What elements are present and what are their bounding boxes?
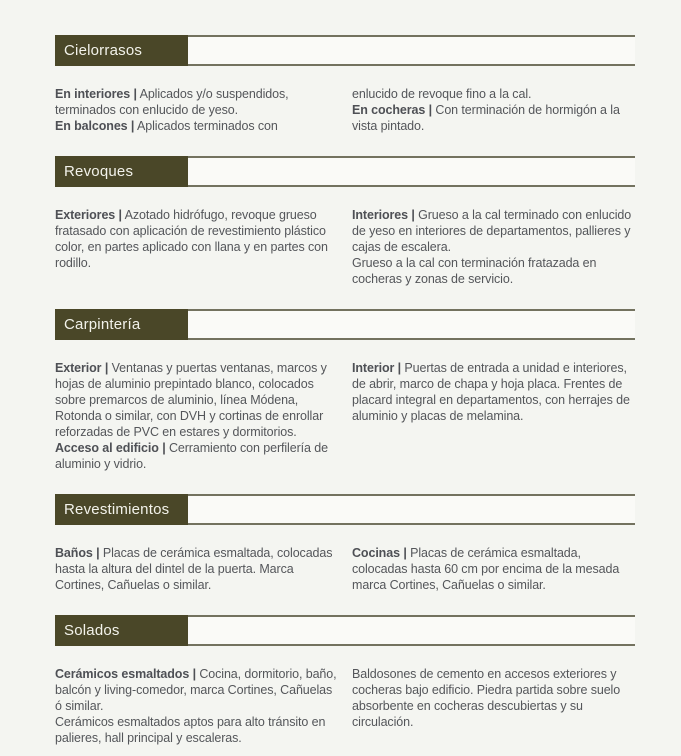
spec-item xyxy=(352,86,635,102)
section-header xyxy=(55,35,635,66)
spec-item-text: Puertas de entrada a unidad e interiores, de abrir, marco de chapa y hoja placa. Frentes de placard integral en departamentos, con herrajes de aluminio y placas de melamina. xyxy=(352,361,630,423)
spec-item-label: Cocinas xyxy=(352,546,400,560)
section-column-right xyxy=(352,207,635,287)
section-column-right xyxy=(352,545,635,593)
spec-item xyxy=(55,440,338,472)
section-column-left xyxy=(55,207,338,287)
spec-item-text: Baldosones de cemento en accesos exteriores y cocheras bajo edificio. Piedra partida sobre suelo absorbente en cocheras descubiertas y su circulación. xyxy=(352,667,621,729)
label-separator: | xyxy=(428,103,433,117)
label-separator: | xyxy=(133,87,137,101)
section-body xyxy=(55,646,635,746)
spec-section xyxy=(55,309,635,472)
spec-section xyxy=(55,615,635,746)
spec-section xyxy=(55,35,635,134)
label-separator: | xyxy=(162,441,166,455)
section-header xyxy=(55,156,635,187)
section-body xyxy=(55,340,635,472)
spec-item-text: enlucido de revoque fino a la cal. xyxy=(352,87,532,101)
section-column-left xyxy=(55,360,338,472)
spec-item-text: Ventanas y puertas ventanas, marcos y hojas de aluminio prepintado blanco, colocados sobre premarcos de aluminio, línea Módena, Rotonda o similar, con DVH y cortinas de enrollar reforzadas de PVC en estares y dormitorios. xyxy=(55,361,327,439)
label-separator: | xyxy=(118,208,122,222)
section-header xyxy=(55,494,635,525)
section-title: Revoques xyxy=(64,163,134,180)
spec-item-label: Baños xyxy=(55,546,93,560)
spec-item xyxy=(352,255,635,287)
spec-item xyxy=(55,86,338,118)
spec-item-label: Cerámicos esmaltados xyxy=(55,667,190,681)
spec-item xyxy=(55,714,338,746)
section-column-left xyxy=(55,666,338,746)
spec-item-text: Grueso a la cal terminado con enlucido de yeso en interiores de departamentos, pallieres y cajas de escalera. xyxy=(352,208,632,254)
spec-item-text: Cerámicos esmaltados aptos para alto tránsito en palieres, hall principal y escaleras. xyxy=(55,715,326,745)
section-column-right xyxy=(352,86,635,134)
section-body xyxy=(55,187,635,287)
section-tab xyxy=(55,309,188,340)
spec-item-text: Cerramiento con perfilería de aluminio y vidrio. xyxy=(55,441,328,471)
section-title: Cielorrasos xyxy=(64,42,143,59)
section-tab xyxy=(55,35,188,66)
section-tab xyxy=(55,615,188,646)
spec-item-text: Grueso a la cal con terminación fratazada en cocheras y zonas de servicio. xyxy=(352,256,597,286)
spec-item-label: Exteriores xyxy=(55,208,116,222)
label-separator: | xyxy=(104,361,109,375)
section-title: Carpintería xyxy=(64,316,141,333)
section-column-right xyxy=(352,360,635,472)
section-body xyxy=(55,66,635,134)
spec-item-text: Aplicados terminados con xyxy=(137,119,278,133)
label-separator: | xyxy=(130,119,135,133)
spec-item-text: Cocina, dormitorio, baño, balcón y living-comedor, marca Cortines, Cañuelas ó similar. xyxy=(55,667,337,713)
section-title: Solados xyxy=(64,622,120,639)
section-header xyxy=(55,309,635,340)
spec-item xyxy=(55,207,338,271)
section-tab xyxy=(55,156,188,187)
spec-item-label: Interior xyxy=(352,361,395,375)
label-separator: | xyxy=(397,361,402,375)
spec-section xyxy=(55,156,635,287)
spec-item xyxy=(55,545,338,593)
spec-item xyxy=(352,102,635,134)
spec-item-text: Placas de cerámica esmaltada, colocadas hasta 60 cm por encima de la mesada marca Cortines, Cañuelas o similar. xyxy=(352,546,620,592)
label-separator: | xyxy=(403,546,407,560)
spec-item-label: En interiores xyxy=(55,87,131,101)
spec-item xyxy=(55,666,338,714)
spec-item-text: Placas de cerámica esmaltada, colocadas hasta la altura del dintel de la puerta. Marca Cortines, Cañuelas o similar. xyxy=(55,546,333,592)
spec-item-label: Interiores xyxy=(352,208,408,222)
spec-item-label: En cocheras xyxy=(352,103,426,117)
section-body xyxy=(55,525,635,593)
spec-item xyxy=(55,360,338,440)
section-column-left xyxy=(55,86,338,134)
spec-item xyxy=(352,666,635,730)
section-tab xyxy=(55,494,188,525)
section-title: Revestimientos xyxy=(64,501,170,518)
spec-item xyxy=(55,118,338,134)
section-column-left xyxy=(55,545,338,593)
label-separator: | xyxy=(411,208,415,222)
spec-item xyxy=(352,207,635,255)
spec-item-label: En balcones xyxy=(55,119,128,133)
spec-section xyxy=(55,494,635,593)
label-separator: | xyxy=(192,667,196,681)
spec-item xyxy=(352,360,635,424)
spec-item-text: Con terminación de hormigón a la vista pintado. xyxy=(352,103,620,133)
spec-item-text: Azotado hidrófugo, revoque grueso fratasado con aplicación de revestimiento plástico color, en partes aplicado con llana y en partes con rodillo. xyxy=(55,208,328,270)
spec-item xyxy=(352,545,635,593)
spec-item-label: Exterior xyxy=(55,361,102,375)
section-header xyxy=(55,615,635,646)
label-separator: | xyxy=(96,546,100,560)
spec-item-text: Aplicados y/o suspendidos, terminados con enlucido de yeso. xyxy=(55,87,289,117)
spec-item-label: Acceso al edificio xyxy=(55,441,159,455)
section-column-right xyxy=(352,666,635,746)
